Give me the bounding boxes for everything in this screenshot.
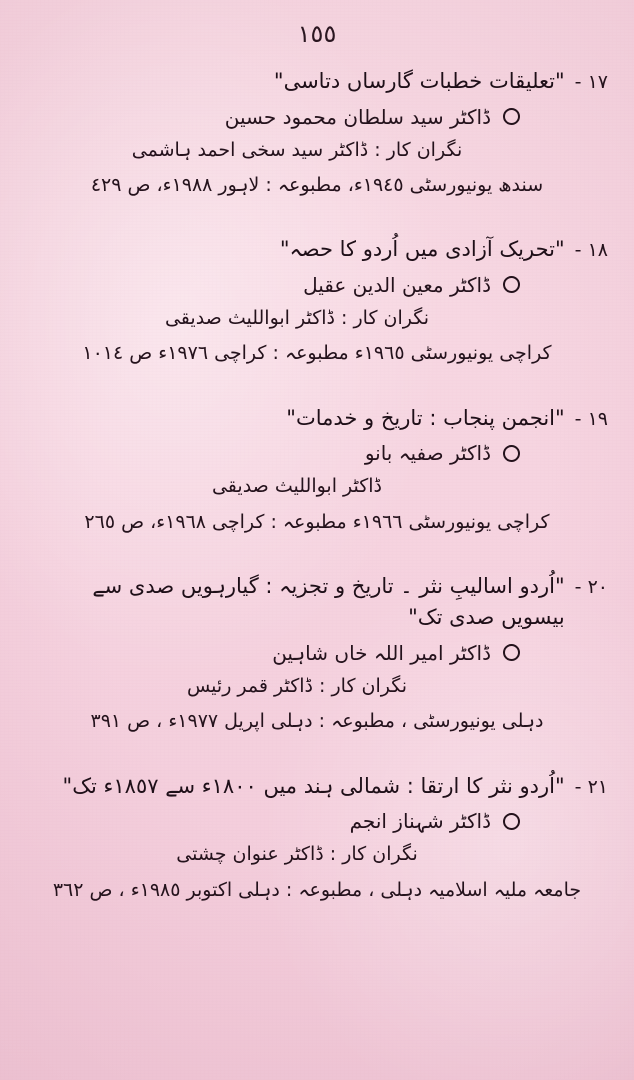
entry-number: ٢٠ - <box>574 575 608 598</box>
bibliography-entry <box>26 571 608 737</box>
entry-number: ١٨ - <box>574 239 608 262</box>
circle-bullet-icon <box>503 276 520 293</box>
entry-publication: کراچی یونیورسٹی ١٩٦٦ء مطبوعہ : کراچی ١٩٦٨ء، ص ٢٦٥ <box>84 510 550 533</box>
entry-title-row <box>26 66 608 98</box>
bibliography-entry <box>26 66 608 200</box>
entry-title: "انجمن پنجاب : تاریخ و خدمات" <box>286 405 565 430</box>
circle-bullet-icon <box>503 644 520 661</box>
entry-publication: جامعہ ملیہ اسلامیہ دہلی ، مطبوعہ : دہلی اکتوبر ١٩٨٥ء ، ص ٣٦٢ <box>52 878 582 901</box>
entry-number: ٢١ - <box>574 775 608 798</box>
entry-publication: دہلی یونیورسٹی ، مطبوعہ : دہلی اپریل ١٩٧٧ء ، ص ٣٩١ <box>90 710 544 733</box>
entry-title-row <box>26 403 608 435</box>
entry-author-row <box>26 270 608 300</box>
entry-author: ڈاکٹر معین الدین عقیل <box>303 272 491 297</box>
entry-title: "تحریک آزادی میں اُردو کا حصہ" <box>279 237 565 262</box>
circle-bullet-icon <box>503 813 520 830</box>
entry-spacer <box>26 553 608 571</box>
entry-author: ڈاکٹر شہناز انجم <box>349 809 491 834</box>
entry-author-row <box>26 438 608 468</box>
entry-title-row <box>26 771 608 803</box>
circle-bullet-icon <box>503 108 520 125</box>
entry-title-row <box>26 571 608 634</box>
entry-publication: سندھ یونیورسٹی ١٩٤٥ء، مطبوعہ : لاہور ١٩٨٨ء، ص ٤٢٩ <box>90 173 544 196</box>
entry-author-row <box>26 638 608 668</box>
entry-supervisor: نگران کار : ڈاکٹر عنوان چشتی <box>176 843 418 866</box>
entry-number: ١٧ - <box>574 71 608 93</box>
circle-bullet-icon <box>503 445 520 462</box>
entry-publication: کراچی یونیورسٹی ١٩٦٥ء مطبوعہ : کراچی ١٩٧٦ء ص ١٠١٤ <box>82 342 552 365</box>
entry-supervisor: ڈاکٹر ابواللیث صدیقی <box>211 475 383 498</box>
entry-supervisor: نگران کار : ڈاکٹر سید سخی احمد ہاشمی <box>131 138 463 161</box>
entry-spacer <box>26 385 608 403</box>
entry-author: ڈاکٹر امیر اللہ خاں شاہین <box>272 640 491 665</box>
entry-title: "تعلیقات خطبات گارساں دتاسی" <box>273 69 565 93</box>
page-number: ١٥٥ <box>297 20 337 48</box>
entry-supervisor: نگران کار : ڈاکٹر قمر رئیس <box>186 674 408 697</box>
entry-spacer <box>26 753 608 771</box>
entry-title: "اُردو اسالیبِ نثر ۔ تاریخ و تجزیہ : گیارہویں صدی سے بیسویں صدی تک" <box>92 573 565 630</box>
entry-title: "اُردو نثر کا ارتقا : شمالی ہند میں ١٨٠٠ء سے ١٨٥٧ء تک" <box>62 773 565 798</box>
bibliography-entry <box>26 771 608 905</box>
entry-title-row <box>26 234 608 266</box>
entry-author: ڈاکٹر صفیہ بانو <box>364 441 491 466</box>
entry-author-row <box>26 806 608 836</box>
entry-author-row <box>26 102 608 132</box>
entry-spacer <box>26 216 608 234</box>
entry-author: ڈاکٹر سید سلطان محمود حسین <box>224 104 491 129</box>
entry-supervisor: نگران کار : ڈاکٹر ابواللیث صدیقی <box>164 306 430 329</box>
bibliography-entry <box>26 234 608 368</box>
entry-number: ١٩ - <box>574 407 608 430</box>
bibliography-entry <box>26 403 608 537</box>
